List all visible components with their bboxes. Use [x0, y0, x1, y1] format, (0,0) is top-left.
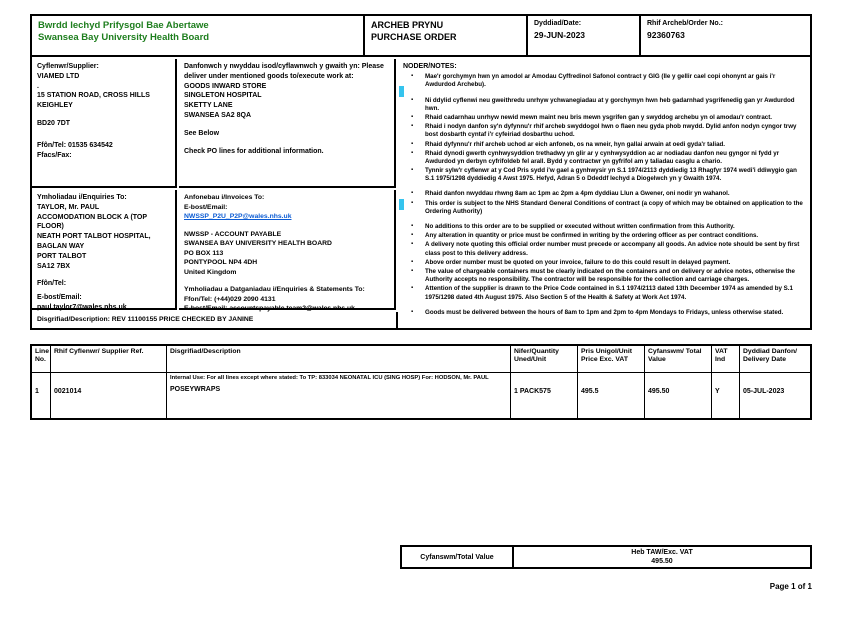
exc-vat-label: Heb TAW/Exc. VAT: [631, 548, 693, 556]
document-header: [32, 16, 810, 57]
col-header-delivery-date: Dyddiad Danfon/ Delivery Date: [743, 348, 797, 364]
enquiries-address-line: SA12 7BX: [37, 262, 71, 270]
supplier-phone-value: 01535 634542: [67, 141, 113, 149]
supplier-phone: [37, 141, 170, 151]
description-internal-use: Internal Use: For all lines except where stated: To TP: 833034 NEONATAL ICU (SING HOSP) For: HODSON, Mr. PAUL: [170, 375, 489, 381]
order-date-cell: [528, 16, 641, 55]
note-item: ▪ Ni ddylid cyflenwi neu gweithredu unrhyw ychwanegiadau at y gorchymyn hwn heb gadarnhad ysgrifenedig gan yr Awdurdod hwn.: [403, 97, 805, 113]
enquiries-section: [32, 190, 177, 310]
cell-delivery-date: 05-JUL-2023: [743, 388, 785, 395]
cell-unit-price: 495.5: [578, 373, 645, 418]
order-number-value: 92360763: [647, 30, 685, 40]
deliver-address-line: SINGLETON HOSPITAL: [184, 92, 262, 100]
enquiries-address-line: TAYLOR, Mr. PAUL: [37, 203, 100, 211]
cell-supplier-ref: 0021014: [51, 373, 167, 418]
col-header-total: Cyfanswm/ Total Value: [645, 346, 712, 372]
note-item: ▪ A delivery note quoting this official order number must precede or accompany all goods. An advice note should be sent by first class post to this delivery address.: [403, 241, 805, 257]
note-item: ▪ Attention of the supplier is drawn to the Price Code contained in S.1 1974/2113 dated 13th December 1974 as amended by S.1 1975/1298 dated 4th August 1975. Also Section 5 of the Health & Safety at Work Act 1974.: [403, 285, 805, 301]
doc-title-welsh: ARCHEB PRYNU: [371, 20, 444, 30]
note-item: ▪ Goods must be delivered between the hours of 8am to 1pm and 2pm to 4pm Mondays to Fridays, unless otherwise stated.: [403, 309, 805, 317]
see-below-note: See Below: [184, 129, 220, 137]
notes-panel: [398, 59, 810, 328]
cell-vat-ind: Y: [712, 373, 740, 418]
page-number: Page 1 of 1: [769, 582, 812, 591]
deliver-address-line: GOODS INWARD STORE: [184, 82, 267, 90]
highlight-mark: [399, 199, 404, 210]
statements-label: Ymholiadau a Datganiadau i/Enquiries & Statements To:: [184, 286, 365, 294]
supplier-phone-label: Ffôn/Tel:: [37, 141, 67, 149]
total-exc-vat-value: 495.50: [651, 558, 673, 565]
invoices-address-line: PONTYPOOL NP4 4DH: [184, 259, 258, 267]
note-item: ▪ Any alteration in quantity or price must be confirmed in writing by the ordering officer as per contract conditions.: [403, 232, 805, 240]
cell-line-no: 1: [32, 373, 51, 418]
enquiries-address-line: ACCOMODATION BLOCK A (TOP FLOOR): [37, 213, 147, 231]
supplier-postcode: BD20 7DT: [37, 119, 71, 127]
deliver-address-line: SKETTY LANE: [184, 102, 233, 110]
order-description-strip: Disgrifiad/Description: REV 11100155 PRICE CHECKED BY JANINE: [32, 312, 398, 328]
note-item: ▪ Above order number must be quoted on your invoice, failure to do this could result in delayed payment.: [403, 259, 805, 267]
col-header-line-no: Line No.: [32, 346, 51, 372]
highlight-mark: [399, 86, 404, 97]
enquiries-phone-label: Ffôn/Tel:: [37, 280, 67, 288]
enquiries-email-value: paul.taylor7@wales.nhs.uk: [37, 303, 127, 311]
cell-description: [167, 373, 511, 418]
invoices-address-line: SWANSEA BAY UNIVERSITY HEALTH BOARD: [184, 240, 332, 248]
document-title: [365, 16, 528, 55]
invoices-address-line: NWSSP - ACCOUNT PAYABLE: [184, 230, 282, 238]
order-lines-table: [30, 344, 812, 420]
col-header-vat: VAT Ind: [712, 346, 740, 372]
order-number-cell: [641, 16, 810, 55]
deliver-to-address: [184, 82, 389, 121]
total-value-label: Cyfanswm/Total Value: [402, 547, 514, 567]
enquiries-address-line: NEATH PORT TALBOT HOSPITAL, BAGLAN WAY: [37, 233, 151, 250]
enquiries-address-line: PORT TALBOT: [37, 252, 87, 260]
deliver-to-label: Danfonwch y nwyddau isod/cyflawnwch y gwaith yn: Please deliver under mentioned goods to/execute work at:: [184, 63, 384, 80]
order-number-label: Rhif Archeb/Order No.:: [647, 20, 723, 27]
supplier-label: Cyflenwr/Supplier:: [37, 63, 99, 70]
col-header-unit-price: Pris Unigol/Unit Price Exc. VAT: [578, 346, 645, 372]
col-header-supplier-ref: Rhif Cyflenwr/ Supplier Ref.: [51, 346, 167, 372]
supplier-section: [32, 59, 177, 188]
deliver-to-section: [179, 59, 396, 188]
cell-total: 495.50: [645, 373, 712, 418]
invoices-section: [179, 190, 396, 313]
note-item: ▪ The value of chargeable containers must be clearly indicated on the containers and on delivery or advice notes, otherwise the Authority accepts no responsibility. The contractor will be responsible for the collection and carriage charges.: [403, 268, 805, 284]
org-name-english: Swansea Bay University Health Board: [38, 31, 210, 43]
note-item: ▪ Mae'r gorchymyn hwn yn amodol ar Amodau Cyffredinol Safonol contract y GIG (lle y gellir cael copi ohonynt ar gais i'r Awdurdod Archebu).: [403, 73, 805, 89]
col-header-description: Disgrifiad/Description: [167, 346, 511, 372]
doc-title-english: PURCHASE ORDER: [371, 31, 457, 42]
note-item: ▪ Rhaid cadarnhau unrhyw newid mewn maint neu bris mewn ysgrifen gan y swyddog archebu yn ol amodau'r contract.: [403, 114, 805, 122]
enquiries-label: Ymholiadau i/Enquiries To:: [37, 194, 127, 201]
supplier-fax-label: Ffacs/Fax:: [37, 151, 72, 159]
col-header-quantity: Nifer/Quantity Uned/Unit: [511, 346, 578, 372]
enquiries-email: [37, 293, 170, 313]
invoices-address-line: PO BOX 113: [184, 249, 224, 257]
invoices-email-link[interactable]: NWSSP_P2U_P2P@wales.nhs.uk: [184, 213, 292, 221]
enquiries-address: [37, 203, 170, 272]
notes-title: NODER/NOTES:: [403, 63, 457, 70]
cell-quantity: 1 PACK575: [511, 373, 578, 418]
supplier-name: VIAMED LTD: [37, 72, 80, 80]
statements-phone: Ffon/Tel: (+44)029 2090 4131: [184, 295, 276, 303]
health-board-name: [32, 16, 365, 55]
deliver-address-line: SWANSEA SA2 8QA: [184, 111, 252, 119]
invoices-email-link-row: [184, 212, 389, 222]
total-value-cell: [514, 547, 810, 567]
table-header-row: [32, 346, 810, 373]
invoices-address: [184, 230, 389, 278]
invoices-email-label: E-bost/Email:: [184, 203, 228, 211]
supplier-address-line: KEIGHLEY: [37, 102, 73, 110]
enquiries-email-label: E-bost/Email:: [37, 294, 82, 302]
check-po-note: Check PO lines for additional information.: [184, 147, 324, 155]
date-label: Dyddiad/Date:: [534, 20, 582, 27]
description-item: POSEYWRAPS: [170, 385, 221, 393]
supplier-address-line: 15 STATION ROAD, CROSS HILLS: [37, 92, 150, 100]
table-row: [32, 373, 810, 418]
org-name-welsh: Bwrdd Iechyd Prifysgol Bae Abertawe: [38, 20, 209, 31]
document-top-block: [30, 14, 812, 330]
note-item: ▪ No additions to this order are to be supplied or executed without written confirmation from this Authority.: [403, 223, 805, 231]
note-item: ▪ Rhaid danfon nwyddau rhwng 8am ac 1pm ac 2pm a 4pm dyddiau Llun a Gwener, oni nodir yn wahanol.: [403, 190, 805, 198]
date-value: 29-JUN-2023: [534, 30, 586, 40]
note-item: ▪ Rhaid dyfynnu'r rhif archeb uchod ar eich anfoneb, os na wneir, hyn gallai arwain at oedi gyda'r taliad.: [403, 141, 805, 149]
note-item: ▪ Rhaid dynodi gwerth cynhwysyddion trethadwy yn glir ar y cynhwysyddion ac ar nodiadau danfon neu gyngor ni fydd yr Awdurdod yn derbyn cyfrifoldeb fel arall. Bydd y contractwr yn gyfrifol am y taliadau casglu a chario.: [403, 150, 805, 166]
supplier-address-line: .: [37, 82, 39, 90]
statements-email: E-bost/Email: accountspayable.team2@wales.nhs.uk: [184, 305, 355, 313]
note-item: ▪ This order is subject to the NHS Standard General Conditions of contract (a copy of which may be obtained on application to the Ordering Authority): [403, 200, 805, 216]
invoices-label: Anfonebau i/Invoices To:: [184, 194, 265, 201]
invoices-address-line: United Kingdom: [184, 268, 237, 276]
totals-row: [400, 545, 812, 569]
note-item: ▪ Tynnir sylw'r cyflenwr at y Cod Pris sydd i'w gael a gynhwysir yn S.1 1974/2113 dyddiedig 13 Rhagfyr 1974 wedi'i ddiwygio gan S.1 1975/1298 dyddiedig 4 Awst 1975. Hefyd, Adran 5 o Ddeddf Iechyd a Diogelwch yn y Gwaith 1974.: [403, 167, 805, 183]
supplier-address: [37, 82, 170, 111]
note-item: ▪ Rhaid i nodyn danfon sy'n dyfynnu'r rhif archeb swyddogol hwn o flaen neu gyda phob nwydd. Dylid anfon nodyn cyngor trwy bost dosbarth cyntaf i'r cyfeiriad dosbarthu uchod.: [403, 123, 805, 139]
